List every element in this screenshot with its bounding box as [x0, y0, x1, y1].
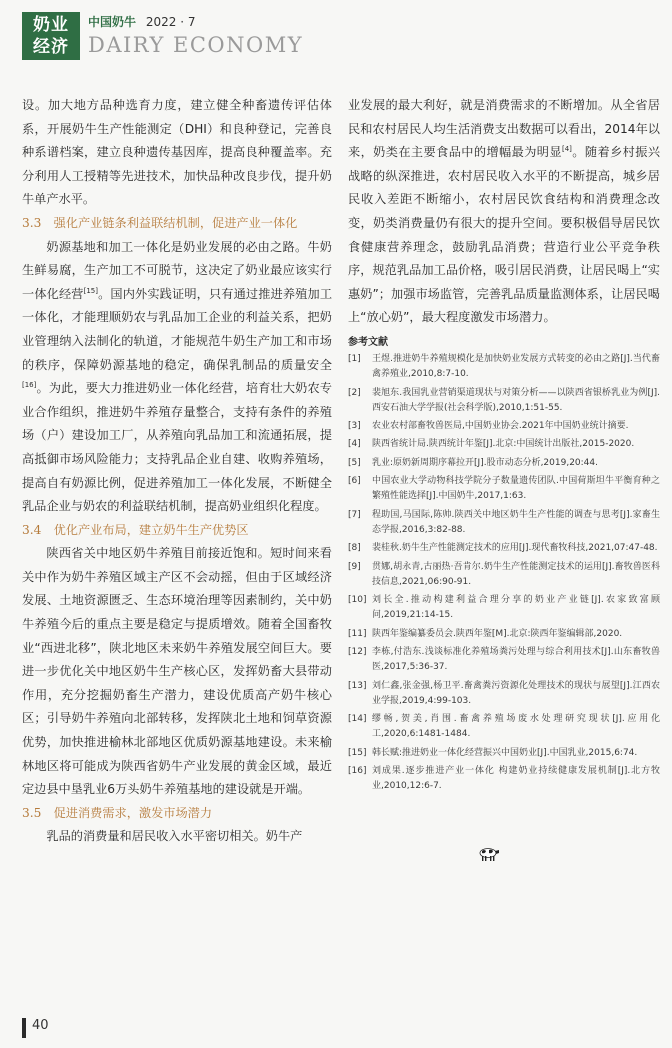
- section-heading-3-4: 3.4 优化产业布局，建立奶牛生产优势区: [22, 522, 249, 537]
- reference-number: [10]: [348, 595, 367, 606]
- reference-number: [3]: [348, 421, 361, 432]
- reference-item: [348, 352, 660, 383]
- issue-number: 2022 · 7: [145, 15, 196, 29]
- reference-text: 裴桂秋.奶牛生产性能测定技术的应用[J].现代畜牧科技,2021,07:47-48.: [372, 543, 658, 554]
- citation: [15]: [83, 286, 98, 295]
- badge-line1: 奶业: [33, 15, 69, 35]
- reference-text: 农业农村部畜牧兽医局,中国奶业协会.2021年中国奶业统计摘要.: [372, 421, 629, 432]
- text-run: 。为此，要大力推进奶业一体化经营，培育壮大奶农专业合作组织，推进奶牛养殖存量整合，支持有条件的养殖场（户）建设加工厂，从养殖向乳品加工和流通拓展，提高抵御市场风险能力；支持乳品企业自建、收购养殖场，提高自有奶源比例，促进养殖加工一体化发展，不断健全乳品企业与奶农的利益联结机制，提高奶业组织化程度。: [22, 381, 332, 514]
- reference-number: [9]: [348, 561, 361, 572]
- reference-number: [14]: [348, 714, 367, 725]
- badge-line2: 经济: [33, 37, 69, 57]
- reference-number: [12]: [348, 646, 367, 657]
- reference-number: [16]: [348, 766, 367, 777]
- reference-text: 刘仁鑫,张金强,杨卫平.畜禽粪污资源化处理技术的现状与展望[J].江西农业学报,2019,4:99-103.: [372, 680, 660, 706]
- reference-number: [2]: [348, 387, 361, 398]
- reference-number: [7]: [348, 509, 361, 520]
- reference-number: [8]: [348, 543, 361, 554]
- reference-text: 中国农业大学动物科技学院分子数量遗传团队.中国荷斯坦牛平衡育种之繁殖性能选择[J].中国奶牛,2017,1:63.: [372, 476, 660, 502]
- reference-number: [11]: [348, 628, 367, 639]
- right-column: [348, 94, 660, 798]
- section-badge: [22, 12, 80, 60]
- reference-item: [348, 679, 660, 710]
- reference-text: 韩长赋:推进奶业一体化经营振兴中国奶业[J].中国乳业,2015,6:74.: [372, 747, 638, 758]
- paragraph: [22, 236, 332, 519]
- reference-text: 王煜.推进奶牛养殖规模化是加快奶业发展方式转变的必由之路[J].当代畜禽养殖业,2010,8:7-10.: [372, 353, 660, 380]
- reference-text: 贯娜,胡永青,古丽热·吾肯尔.奶牛生产性能测定技术的运用[J].畜牧兽医科技信息,2021,06:90-91.: [372, 561, 660, 587]
- reference-text: 刘成果.逐步推进产业一体化 构建奶业持续健康发展机制[J].北方牧业,2010,12:6-7.: [372, 766, 660, 792]
- reference-text: 缪畅,贺美,肖围.畜禽养殖场废水处理研究现状[J].应用化工,2020,6:1481-1484.: [372, 714, 660, 740]
- text-run: 业发展的最大利好，就是消费需求的不断增加。从全省居民和农村居民人均生活消费支出数据可以看出，2014年以来，奶类在主要食品中的增幅最为明显: [348, 98, 660, 160]
- page-number-bar: [22, 1018, 26, 1038]
- reference-item: [348, 456, 660, 471]
- citation: [4]: [561, 145, 572, 154]
- magazine-name: 中国奶牛: [88, 15, 137, 29]
- reference-item: [348, 645, 660, 676]
- reference-number: [1]: [348, 353, 361, 364]
- reference-text: 裴旭东.我国乳业营销渠道现状与对策分析——以陕西省银桥乳业为例[J].西安石油大学学报(社会科学版),2010,1:51-55.: [372, 387, 660, 413]
- reference-text: 刘长全.推动构建利益合理分享的奶业产业链[J].农家致富顾问,2019,21:14-15.: [372, 595, 660, 621]
- references-title: 参考文献: [348, 336, 388, 348]
- reference-text: 李栋,付浩东.浅谈标准化养殖场粪污处理与综合利用技术[J].山东畜牧兽医,2017,5:36-37.: [372, 646, 660, 673]
- section-heading-3-5: 3.5 促进消费需求，激发市场潜力: [22, 805, 213, 820]
- text-run: 。随着乡村振兴战略的纵深推进，农村居民收入水平的不断提高，城乡居民收入差距不断缩小，农村居民饮食结构和消费理念改变，奶类消费量仍有很大的提升空间。要积极倡导居民饮食健康营养理念，鼓励乳品消费；营造行业公平竞争秩序，规范乳品加工品价格，吸引居民消费，让居民喝上“实惠奶”；加强市场监管，完善乳品质量监测体系，让居民喝上“放心奶”，最大程度激发市场潜力。: [348, 145, 661, 325]
- reference-item: [348, 746, 660, 761]
- reference-text: 陕西省统计局.陕西统计年鉴[J].北京:中国统计出版社,2015-2020.: [372, 439, 635, 450]
- page-number: 40: [32, 1018, 49, 1033]
- reference-number: [5]: [348, 457, 361, 468]
- paragraph: [348, 94, 660, 330]
- references-list: [348, 352, 660, 795]
- text-run: 奶源基地和加工一体化是奶业发展的必由之路。牛奶生鲜易腐，生产加工不可脱节，这决定了奶业最应该实行一体化经营: [22, 239, 332, 301]
- cow-icon: [478, 846, 500, 862]
- reference-item: [348, 712, 660, 743]
- reference-item: [348, 437, 660, 452]
- reference-text: 陕西年鉴编纂委员会.陕西年鉴[M].北京:陕西年鉴编辑部,2020.: [372, 628, 623, 639]
- reference-item: [348, 560, 660, 591]
- reference-item: [348, 508, 660, 539]
- reference-item: [348, 627, 660, 642]
- section-english-title: DAIRY ECONOMY: [88, 33, 304, 57]
- header-magazine-line: [88, 13, 195, 30]
- reference-text: 乳业:原奶新周期序幕拉开[J].股市动态分析,2019,20:44.: [372, 457, 598, 468]
- citation: [16]: [22, 381, 37, 390]
- reference-item: [348, 541, 660, 556]
- paragraph: 乳品的消费量和居民收入水平密切相关。奶牛产: [46, 829, 303, 844]
- reference-item: [348, 593, 660, 624]
- reference-text: 程助国,马国际,陈帅.陕西关中地区奶牛生产性能的调查与思考[J].家畜生态学报,2016,3:82-88.: [372, 509, 660, 535]
- reference-number: [13]: [348, 680, 367, 691]
- reference-item: [348, 419, 660, 434]
- section-heading-3-3: 3.3 强化产业链条利益联结机制，促进产业一体化: [22, 215, 298, 230]
- reference-number: [4]: [348, 439, 361, 450]
- reference-number: [15]: [348, 747, 367, 758]
- text-run: 。国内外实践证明，只有通过推进养殖加工一体化，才能理顺奶农与乳品加工企业的利益关系，把奶业管理纳入法制化的轨道，才能规范牛奶生产加工和市场的秩序，保障奶源基地的稳定，确保乳制品的质量安全: [22, 286, 333, 372]
- reference-item: [348, 764, 660, 795]
- left-column: [22, 94, 332, 849]
- reference-item: [348, 474, 660, 505]
- paragraph: 陕西省关中地区奶牛养殖目前接近饱和。短时间来看关中作为奶牛养殖区域主产区不会动摇，但由于区域经济发展、土地资源匮乏、生态环境治理等因素制约，关中奶牛养殖今后的重点主要是稳定与提质增效。随着全国畜牧业“西进北移”，陕北地区未来奶牛养殖发展空间巨大。要进一步优化关中地区奶牛生产核心区，发挥奶畜大县带动作用，充分挖掘奶畜生产潜力，建设优质高产奶牛核心区；引导奶牛养殖向北部转移，发挥陕北土地和饲草资源优势，加快推进榆林北部地区优质奶源基地建设。未来榆林地区将可能成为陕西省奶牛产业发展的黄金区域，最近定边县中垦乳业6万头奶牛养殖基地的建设就是开端。: [22, 546, 332, 797]
- paragraph: 设。加大地方品种选育力度，建立健全种畜遗传评估体系，开展奶牛生产性能测定（DHI）和良种登记，完善良种系谱档案，建立良种遗传基因库，提高良种覆盖率。充分利用人工授精等先进技术，加快品种改良步伐，提升奶牛单产水平。: [22, 98, 332, 207]
- reference-number: [6]: [348, 476, 361, 487]
- reference-item: [348, 386, 660, 417]
